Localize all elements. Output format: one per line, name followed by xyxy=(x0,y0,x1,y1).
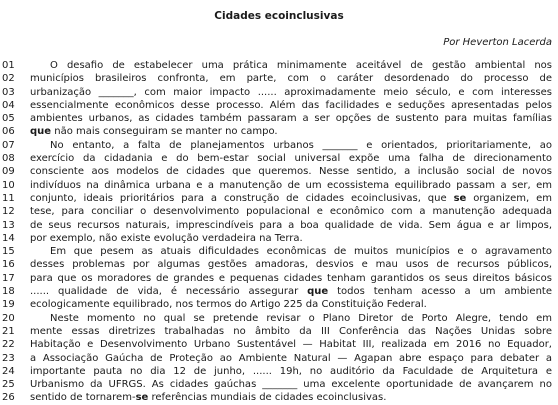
text-line xyxy=(0,59,558,72)
text-line xyxy=(0,192,558,205)
line-number: 14 xyxy=(2,232,15,244)
text-line xyxy=(0,338,558,351)
author-byline: Por Heverton Lacerda xyxy=(443,37,552,48)
line-text-part: todos tenham acesso a um ambiente xyxy=(328,286,552,298)
line-text: Neste momento no qual se pretende revisar o Plano Diretor de Porto Alegre, tendo em xyxy=(50,312,552,324)
line-number: 25 xyxy=(2,379,15,391)
line-text: municípios brasileiros confronta, em parte, com o caráter desordenado do processo de xyxy=(30,73,552,85)
text-line xyxy=(0,139,558,152)
line-number: 09 xyxy=(2,166,15,178)
line-text-part: não mais conseguiram se manter no campo. xyxy=(51,126,278,138)
line-number: 22 xyxy=(2,339,15,351)
line-text: por exemplo, não existe evolução verdadeira na Terra. xyxy=(30,232,303,244)
line-text: ambientes urbanos, as cidades também passaram a ser opções de sustento para muitas famílias xyxy=(30,113,552,125)
line-text: desses problemas por algumas gestões amadoras, desvios e mau usos de recursos públicos, xyxy=(30,259,552,271)
line-text: O desafio de estabelecer uma prática minimamente aceitável de gestão ambiental nos xyxy=(50,60,552,71)
text-line xyxy=(0,125,558,138)
line-number: 05 xyxy=(2,113,15,125)
text-line xyxy=(0,86,558,99)
text-line xyxy=(0,99,558,112)
line-number: 01 xyxy=(2,60,15,71)
text-line xyxy=(0,179,558,192)
bold-word: que xyxy=(30,126,52,138)
document-title: Cidades ecoinclusivas xyxy=(214,10,344,22)
line-number: 18 xyxy=(2,286,15,298)
line-text-part: organizem, em xyxy=(466,192,552,204)
line-number: 17 xyxy=(2,272,15,284)
line-text: mente essas diretrizes trabalhadas no âmbito da III Conferência das Nações Unidas sobre xyxy=(30,325,552,337)
text-line xyxy=(0,258,558,271)
text-line xyxy=(0,152,558,165)
line-number: 12 xyxy=(2,206,15,218)
line-number: 24 xyxy=(2,365,15,377)
line-text-part: referências mundiais de cidades ecoinclusivas. xyxy=(148,392,387,404)
text-line xyxy=(0,325,558,338)
text-line xyxy=(0,298,558,311)
line-text: exercício da cidadania e do bem-estar social universal expõe uma falha de direcionamento xyxy=(30,153,552,165)
line-number: 20 xyxy=(2,312,15,324)
line-number: 06 xyxy=(2,126,15,138)
text-line xyxy=(0,72,558,85)
line-text-part: conjunto, ideais prioritários para a construção de cidades ecoinclusivas, que xyxy=(30,192,454,204)
line-number: 02 xyxy=(2,73,15,85)
line-text: Habitação e Desenvolvimento Urbano Sustentável — Habitat III, realizada em 2016 no Equador, xyxy=(30,339,552,351)
bold-word: se xyxy=(135,392,149,404)
line-number: 03 xyxy=(2,86,15,98)
line-number: 10 xyxy=(2,179,15,191)
text-line xyxy=(0,219,558,232)
text-line xyxy=(0,245,558,258)
line-text: urbanização _______, com maior impacto ...... aproximadamente meio século, e com interesses xyxy=(30,86,552,98)
text-line xyxy=(0,272,558,285)
text-line xyxy=(0,378,558,391)
line-number: 19 xyxy=(2,299,15,311)
line-text: ecologicamente equilibrado, nos termos do Artigo 225 da Constituição Federal. xyxy=(30,299,427,311)
text-line xyxy=(0,312,558,325)
line-text-part: ...... qualidade de vida, é necessário assegurar xyxy=(30,286,308,298)
line-number: 21 xyxy=(2,325,15,337)
line-number: 11 xyxy=(2,192,15,204)
line-text: consciente aos modelos de cidades que queremos. Nesse sentido, a inclusão social de novos xyxy=(30,166,552,178)
line-text-part: sentido de tornarem- xyxy=(30,392,136,404)
line-text xyxy=(30,285,552,298)
line-text: Em que pesem as atuais dificuldades econômicas de muitos municípios e o agravamento xyxy=(50,246,552,258)
text-line xyxy=(0,365,558,378)
text-line xyxy=(0,285,558,298)
bold-word: se xyxy=(453,192,467,204)
line-text: importante pauta no dia 12 de junho, ...... 19h, no auditório da Faculdade de Arquitetura e xyxy=(30,365,552,377)
line-number: 16 xyxy=(2,259,15,271)
line-text xyxy=(30,125,552,138)
line-number: 15 xyxy=(2,246,15,258)
line-text: No entanto, a falta de planejamentos urbanos _______ e orientados, prioritariamente, ao xyxy=(50,139,552,151)
line-text: para que os moradores de grandes e pequenas cidades tenham garantidos os seus direitos básicos xyxy=(30,272,552,284)
text-line xyxy=(0,165,558,178)
text-body xyxy=(0,59,558,405)
line-number: 04 xyxy=(2,99,15,111)
line-text: indivíduos na dinâmica urbana e a manutenção de um ecossistema equilibrado passam a ser, em xyxy=(30,179,552,191)
line-number: 26 xyxy=(2,392,15,404)
line-text: de seus recursos naturais, imprescindíveis para a boa qualidade de vida. Sem água e ar limpos, xyxy=(30,219,552,231)
line-text xyxy=(30,192,552,205)
line-text: essencialmente econômicos desse processo. Além das facilidades e seduções apresentadas pelos xyxy=(30,99,552,111)
line-number: 08 xyxy=(2,153,15,165)
bold-word: que xyxy=(307,286,329,298)
text-line xyxy=(0,391,558,404)
text-line xyxy=(0,112,558,125)
text-line xyxy=(0,352,558,365)
line-number: 07 xyxy=(2,139,15,151)
line-number: 23 xyxy=(2,352,15,364)
line-text xyxy=(30,391,552,404)
line-text: tese, para conciliar o desenvolvimento populacional e econômico com a manutenção adequada xyxy=(30,206,552,218)
text-line xyxy=(0,205,558,218)
line-text: Urbanismo da UFRGS. As cidades gaúchas _______ uma excelente oportunidade de avançarem no xyxy=(30,379,552,391)
text-line xyxy=(0,232,558,245)
line-text: a Associação Gaúcha de Proteção ao Ambiente Natural — Agapan abre espaço para debater a xyxy=(30,352,552,364)
line-number: 13 xyxy=(2,219,15,231)
